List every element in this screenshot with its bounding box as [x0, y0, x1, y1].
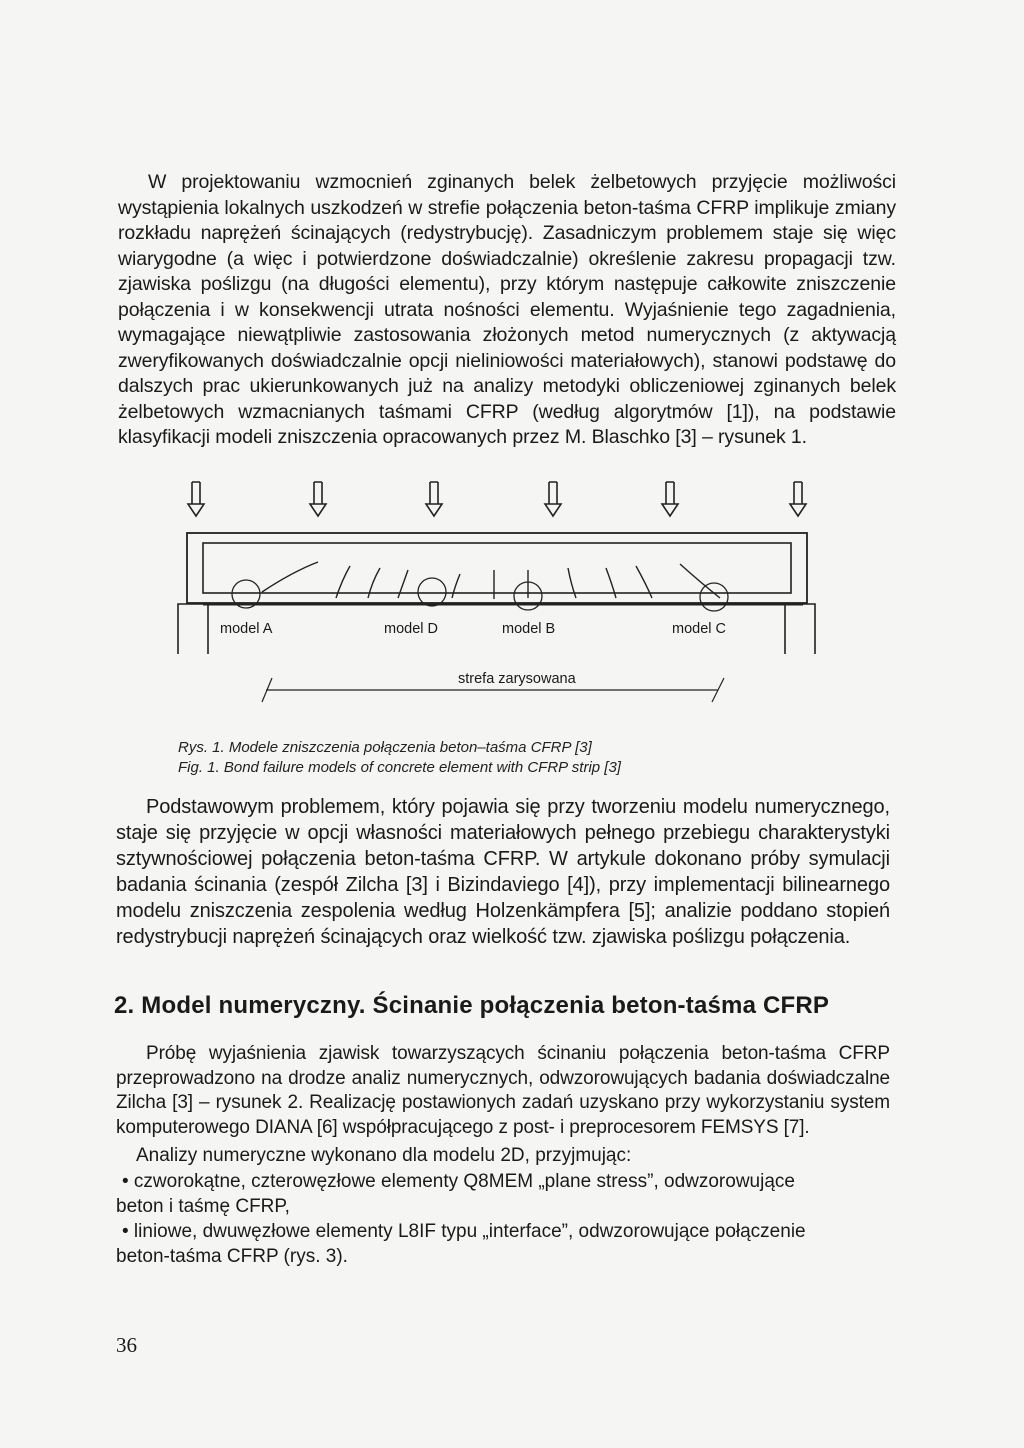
paragraph-1-text: W projektowaniu wzmocnień zginanych belek żelbetowych przyjęcie możliwości wystąpienia lokalnych uszkodzeń w strefie połączenia beton-taśma CFRP implikuje zmiany rozkładu naprężeń ścinających (redystrybucję). Zasadniczym problemem staje się więc wiarygodne (a więc i potwierdzone doświadczalnie) określenie zakresu propagacji tzw. zjawiska poślizgu (na długości elementu), przy którym następuje całkowite zniszczenie połączenia i w konsekwencji utrata nośności elementu. Wyjaśnienie tego zagadnienia, wymagające niewątpliwie zastosowania złożonych metod numerycznych (z aktywacją zweryfikowanych doświadczalnie opcji nieliniowości materiałowych), stanowi podstawę do dalszych prac ukierunkowanych już na analizy metodyki obliczeniowej zginanych belek żelbetowych wzmacnianych taśmami CFRP (według algorytmów [1]), na podstawie klasyfikacji modeli zniszczenia opracowanych przez M. Blaschko [3] – rysunek 1.: [118, 171, 896, 448]
paragraph-3-text: Próbę wyjaśnienia zjawisk towarzyszących ścinaniu połączenia beton-taśma CFRP przeprowadzono na drodze analiz numerycznych, odwzorowujących badania doświadczalne Zilcha [3] – rysunek 2. Realizację postawionych zadań uzyskano przy wykorzystaniu system komputerowego DIANA [6] współpracującego z post- i preprocesorem FEMSYS [7].: [116, 1043, 890, 1138]
figure-caption-pl: Rys. 1. Modele zniszczenia połączenia beton–taśma CFRP [3]: [178, 739, 592, 756]
figure-caption-en: Fig. 1. Bond failure models of concrete element with CFRP strip [3]: [178, 759, 621, 776]
model-labels: [220, 621, 726, 637]
load-arrow-icon: [426, 482, 442, 516]
bullet-2-line-2: beton-taśma CFRP (rys. 3).: [116, 1246, 348, 1267]
load-arrow-icon: [188, 482, 204, 516]
bullet-1-line-1: • czworokątne, czterowęzłowe elementy Q8MEM „plane stress”, odwzorowujące: [122, 1171, 795, 1192]
body-paragraph-3: [116, 1042, 890, 1140]
load-arrow-icon: [310, 482, 326, 516]
label-model-d: model D: [384, 621, 438, 637]
page-number: 36: [116, 1333, 137, 1357]
bullet-1-line-2: beton i taśmę CFRP,: [116, 1196, 290, 1217]
failure-circles: [232, 578, 728, 611]
section-heading: 2. Model numeryczny. Ścinanie połączenia beton-taśma CFRP: [114, 992, 830, 1019]
label-model-b: model B: [502, 621, 556, 637]
load-arrow-icon: [662, 482, 678, 516]
intro-line: Analizy numeryczne wykonano dla modelu 2D, przyjmując:: [136, 1145, 632, 1166]
load-arrow-icon: [545, 482, 561, 516]
body-paragraph-2: [116, 794, 890, 950]
paragraph-2-text: Podstawowym problemem, który pojawia się przy tworzeniu modelu numerycznego, staje się przyjęcie w opcji własności materiałowych pełnego przebiegu charakterystyki sztywnościowej połączenia beton-taśma CFRP. W artykule dokonano próby symulacji badania ścinania (zespół Zilcha [3] i Bizindaviego [4]), przy implementacji bilinearnego modelu zniszczenia zespolenia według Holzenkämpfera [5]; analizie poddano stopień redystrybucji naprężeń ścinających oraz wielkość tzw. zjawiska poślizgu połączenia.: [116, 796, 890, 948]
load-arrow-icon: [790, 482, 806, 516]
bullet-2-line-1: • liniowe, dwuwęzłowe elementy L8IF typu „interface”, odwzorowujące połączenie: [122, 1221, 806, 1242]
label-cracked-zone: strefa zarysowana: [458, 671, 576, 687]
load-arrows: [188, 482, 806, 516]
label-model-c: model C: [672, 621, 726, 637]
label-model-a: model A: [220, 621, 273, 637]
cracked-zone-dimension: [262, 671, 724, 702]
